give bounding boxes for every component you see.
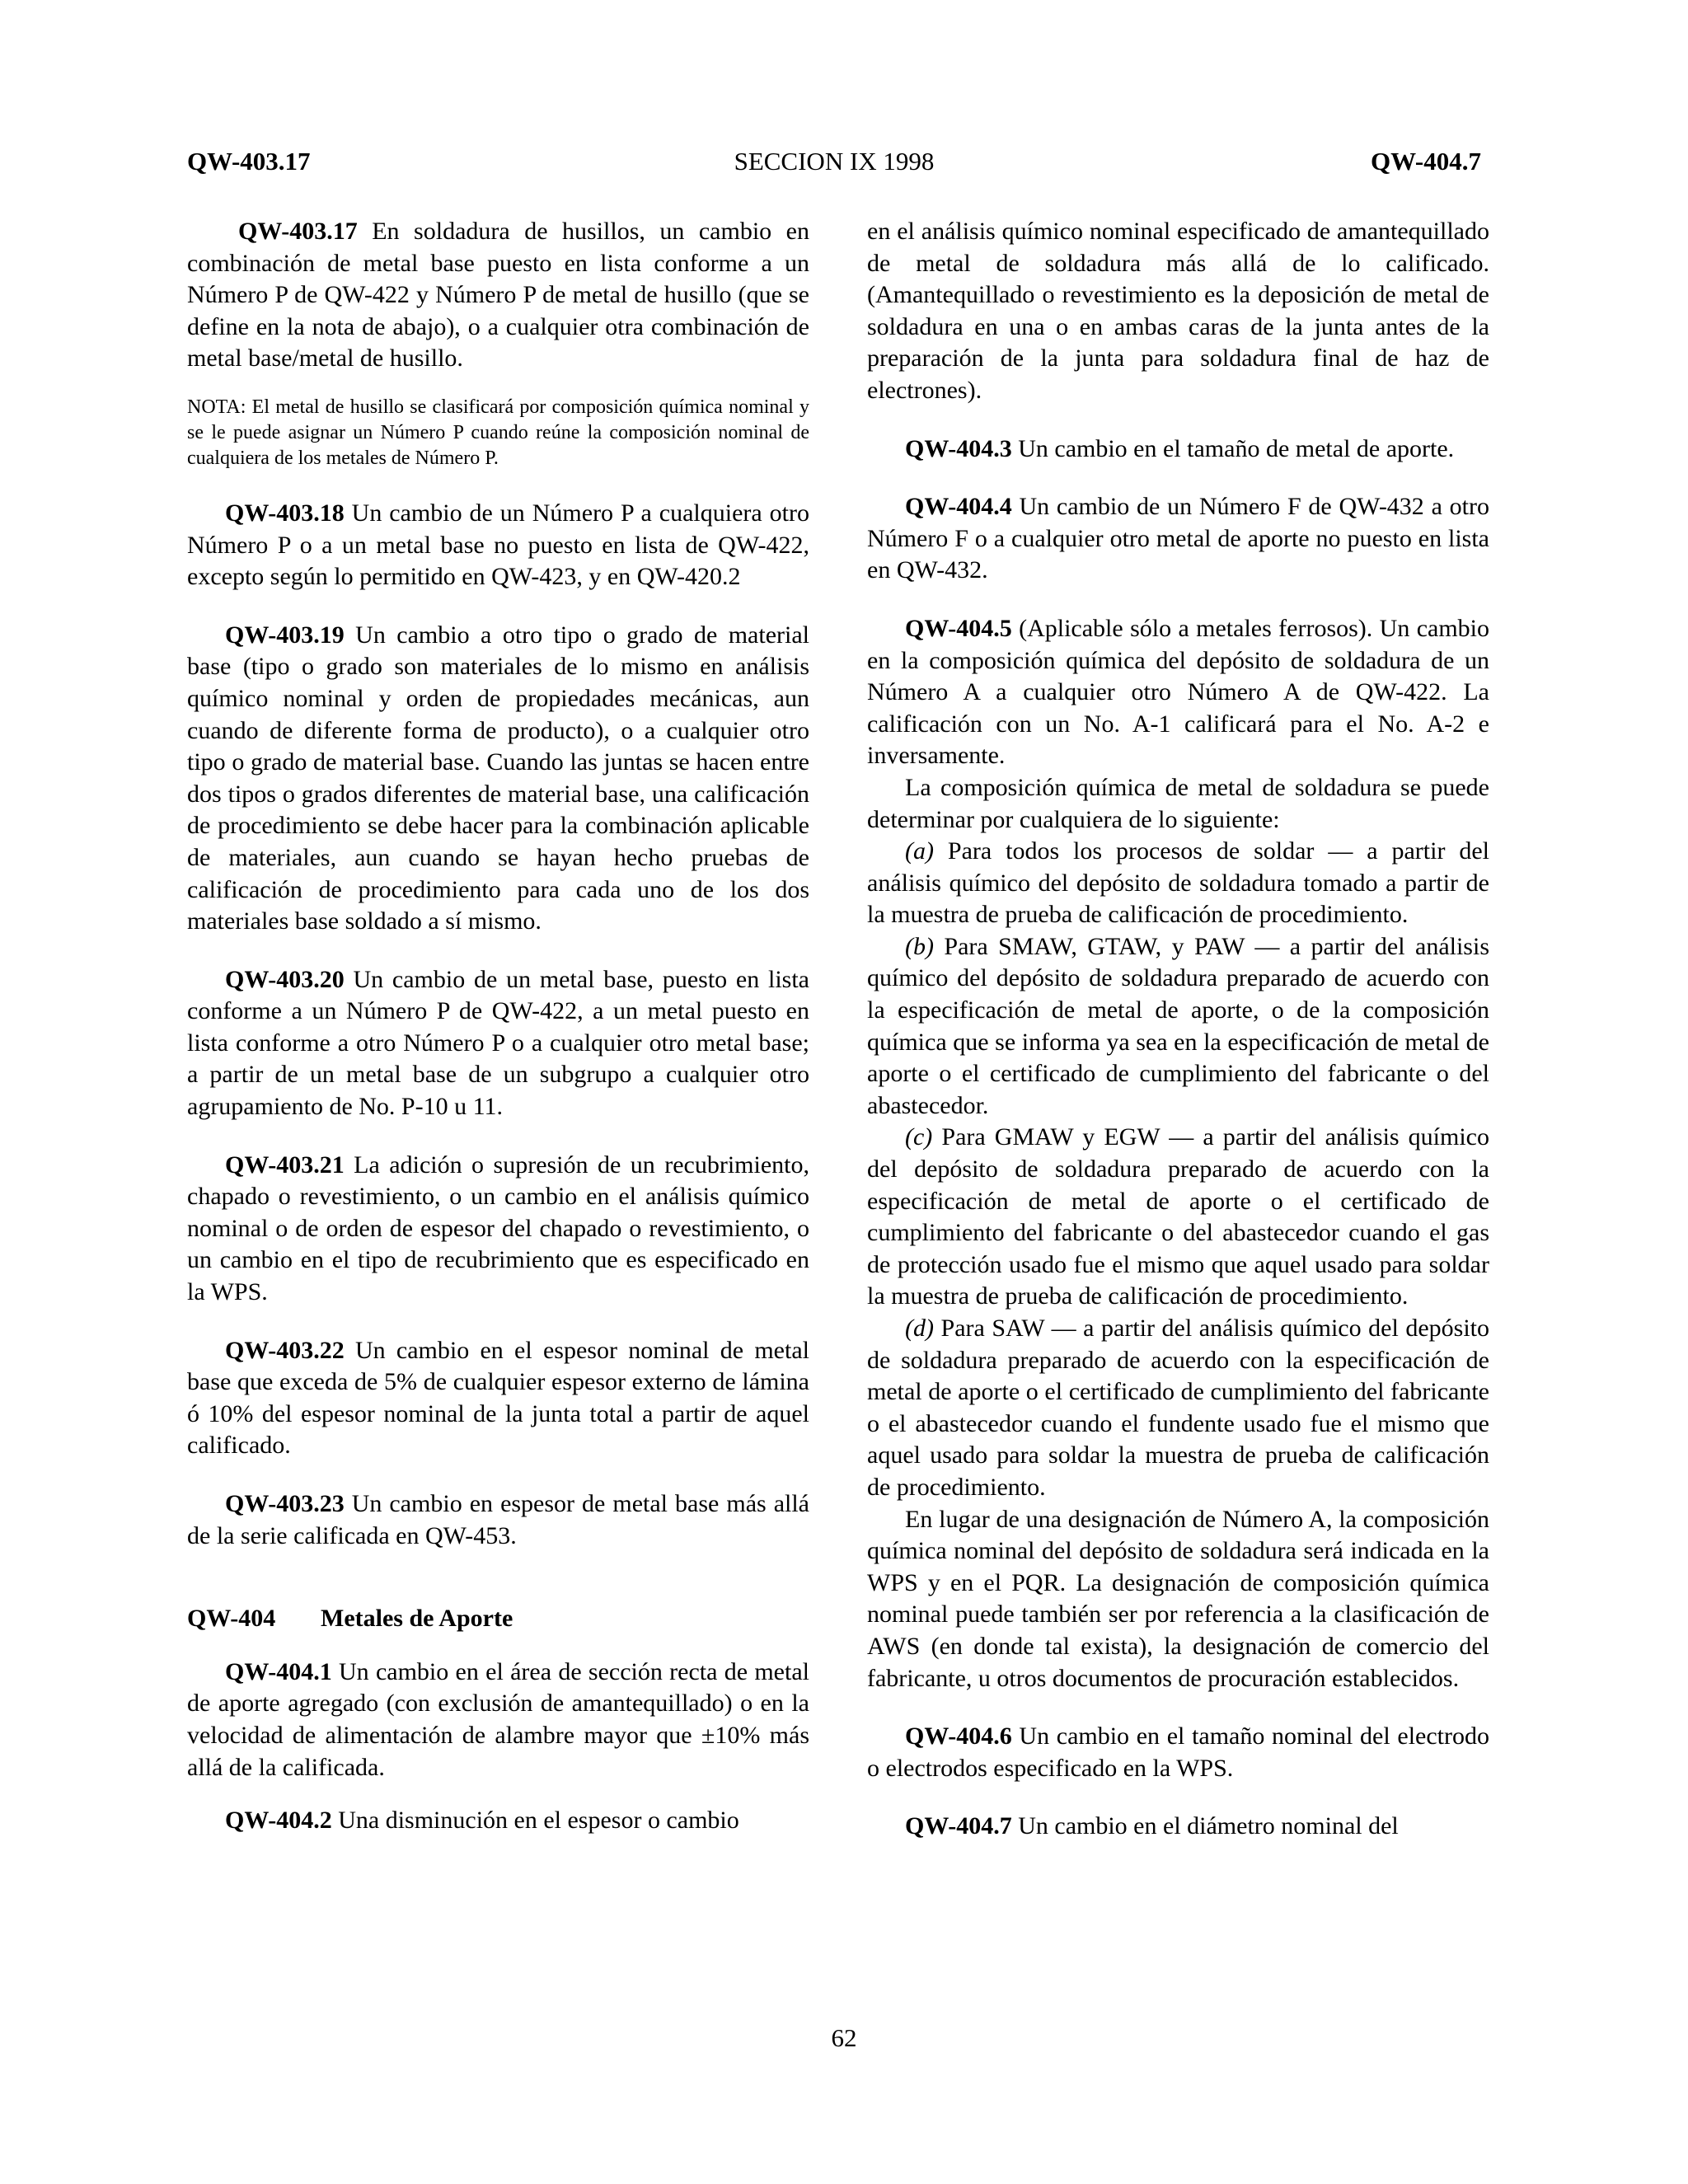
clause-text: Un cambio de un metal base, puesto en lista conforme a un Número P de QW-422, a un metal puesto en lista conforme a otro Número P o a cualquier otro metal base; a partir de un metal base de un subgrupo a cualquier otro agrupamiento de No. P-10 u 11. [187,965,809,1121]
clause-text: Una disminución en el espesor o cambio [331,1807,739,1835]
item-text: Para SAW — a partir del análisis químico del depósito de soldadura preparado de acuerdo con la especificación de metal de aporte o el certificado de cumplimiento del fabricante o el abastecedor cuando el fundente usado fue el mismo que aquel usado para soldar la muestra de prueba de calificación de procedimiento. [867,1315,1489,1501]
item-label: (c) [905,1123,933,1151]
clause-text: Un cambio en el diámetro nominal del [1011,1812,1399,1840]
list-item-c [867,1122,1489,1313]
clause-text: Un cambio en el área de sección recta de metal de aporte agregado (con exclusión de amantequillado) o en la velocidad de alimentación de alambre mayor que ±10% más allá de la calificada. [187,1657,809,1781]
paragraph-qw-404-5 [867,613,1489,772]
clause-text: Un cambio en el tamaño de metal de aporte. [1011,434,1455,462]
right-column [867,216,1489,1843]
paragraph-qw-403-17 [187,216,809,375]
clause-label: QW-404.5 [905,614,1012,642]
clause-label: QW-403.19 [225,621,345,649]
clause-label: QW-403.17 [238,218,358,245]
item-label: (a) [905,837,934,865]
paragraph-qw-403-21 [187,1150,809,1309]
clause-text: En soldadura de husillos, un cambio en combinación de metal base puesto en lista conforme a un Número P de QW-422 y Número P de metal de husillo (que se define en la nota de abajo), o a cualquier otra combinación de metal base/metal de husillo. [187,218,809,373]
paragraph-qw-404-3 [867,434,1489,466]
clause-label: QW-404.1 [225,1657,332,1685]
clause-label: QW-404.4 [905,493,1012,521]
clause-text: Un cambio en espesor de metal base más allá de la serie calificada en QW-453. [187,1490,809,1549]
left-column [187,216,809,1837]
paragraph-qw-403-23 [187,1488,809,1552]
clause-label: QW-404.2 [225,1807,332,1835]
item-label: (b) [905,932,934,960]
paragraph-qw-403-19 [187,620,809,938]
list-item-b [867,931,1489,1122]
list-item-a [867,836,1489,931]
item-label: (d) [905,1315,934,1342]
section-number: QW-404 [187,1605,276,1633]
clause-label: QW-404.7 [905,1812,1012,1840]
paragraph-qw-404-1 [187,1657,809,1783]
clause-text: Un cambio a otro tipo o grado de material base (tipo o grado son materiales de lo mismo en análisis químico nominal y orden de propiedades mecánicas, aun cuando de diferente forma de producto), o a cualquier otro tipo o grado de material base. Cuando las juntas se hacen entre dos tipos o grados diferentes de material base, una calificación de procedimiento se debe hacer para la combinación aplicable de materiales, aun cuando se hayan hecho pruebas de calificación de procedimiento para cada uno de los dos materiales base soldado a sí mismo. [187,621,809,935]
list-item-d [867,1313,1489,1504]
clause-label: QW-404.3 [905,434,1012,462]
header-center: SECCION IX 1998 [734,147,935,176]
page-number: 62 [831,2023,857,2052]
clause-label: QW-403.20 [225,965,345,993]
clause-text: Un cambio en el tamaño nominal del electrodo o electrodos especificado en la WPS. [867,1722,1489,1782]
clause-text: Un cambio de un Número P a cualquiera otro Número P o a un metal base no puesto en lista de QW-422, excepto según lo permitido en QW-423, y en QW-420.2 [187,499,809,591]
paragraph-qw-404-6 [867,1721,1489,1784]
paragraph-continuation: en el análisis químico nominal especificado de amantequillado de metal de soldadura más allá de lo calificado. (Amantequillado o revestimiento es la deposición de metal de soldadura en una o en ambas caras de la junta antes de la preparación de la junta para soldadura final de haz de electrones). [867,218,1489,404]
clause-text: Un cambio en el espesor nominal de metal base que exceda de 5% de cualquier espesor externo de lámina ó 10% del espesor nominal de la junta total a partir de aquel calificado. [187,1336,809,1460]
paragraph-a-number: En lugar de una designación de Número A, la composición química nominal del depósito de soldadura será indicada en la WPS y en el PQR. La designación de composición química nominal puede también ser por referencia a la clasificación de AWS (en donde tal exista), la designación de comercio del fabricante, u otros documentos de procuración establecidos. [867,1505,1489,1692]
section-title: Metales de Aporte [321,1605,513,1633]
clause-label: QW-403.21 [225,1151,345,1179]
item-text: Para GMAW y EGW — a partir del análisis químico del depósito de soldadura preparado de acuerdo con la especificación de metal de aporte o el certificado de cumplimiento del fabricante o del abastecedor cuando el gas de protección usado fue el mismo que aquel usado para soldar la muestra de prueba de calificación de procedimiento. [867,1123,1489,1310]
page-header [187,147,1481,181]
clause-label: QW-403.22 [225,1336,345,1364]
note: NOTA: El metal de husillo se clasificará por composición química nominal y se le puede asignar un Número P cuando reúne la composición nominal de cualquiera de los metales de Número P. [187,396,809,469]
paragraph-qw-403-18 [187,498,809,593]
clause-text: (Aplicable sólo a metales ferrosos). Un cambio en la composición química del depósito de soldadura de un Número A a cualquier otro Número A de QW-422. La calificación con un No. A-1 calificará para el No. A-2 e inversamente. [867,614,1489,770]
item-text: Para SMAW, GTAW, y PAW — a partir del análisis químico del depósito de soldadura preparado de acuerdo con la especificación de metal de aporte, o de la composición química que se informa ya sea en la especificación de metal de aporte o el certificado de cumplimiento del fabricante o del abastecedor. [867,932,1489,1119]
paragraph-composition: La composición química de metal de soldadura se puede determinar por cualquiera de lo siguiente: [867,773,1489,833]
paragraph-qw-404-4 [867,491,1489,587]
clause-label: QW-404.6 [905,1722,1012,1750]
paragraph-qw-403-22 [187,1335,809,1462]
clause-text: Un cambio de un Número F de QW-432 a otro Número F o a cualquier otro metal de aporte no puesto en lista en QW-432. [867,493,1489,584]
item-text: Para todos los procesos de soldar — a partir del análisis químico del depósito de soldadura tomado a partir de la muestra de prueba de calificación de procedimiento. [867,837,1489,929]
section-heading [187,1603,809,1635]
clause-label: QW-403.23 [225,1490,345,1517]
clause-label: QW-403.18 [225,499,345,527]
header-left: QW-403.17 [187,147,311,176]
paragraph-qw-404-7 [867,1811,1489,1843]
header-right: QW-404.7 [1370,147,1481,176]
paragraph-qw-403-20 [187,964,809,1123]
clause-text: La adición o supresión de un recubrimiento, chapado o revestimiento, o un cambio en el análisis químico nominal o de orden de espesor del chapado o revestimiento, o un cambio en el tipo de recubrimiento que es especificado en la WPS. [187,1151,809,1306]
paragraph-qw-404-2 [187,1805,809,1837]
